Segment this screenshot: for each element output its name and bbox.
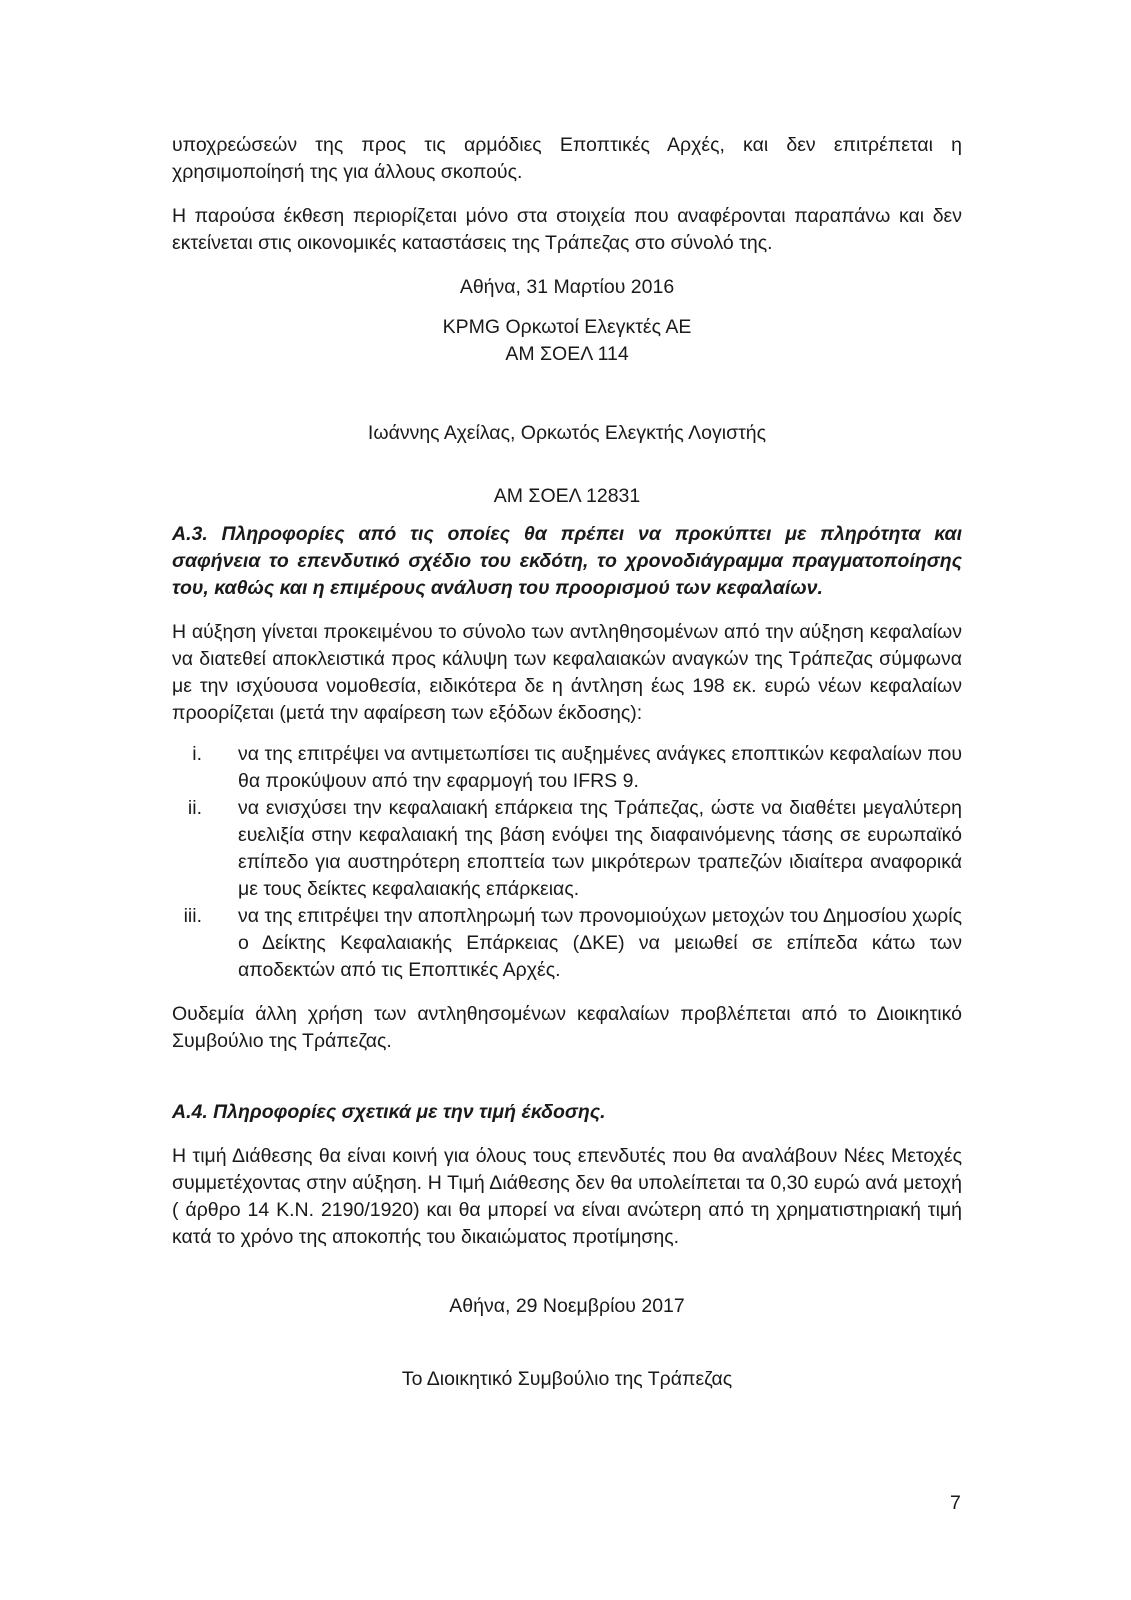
capital-use-list [172,741,962,984]
page-number: 7 [950,1492,961,1514]
auditor-name: Ιωάννης Αχείλας, Ορκωτός Ελεγκτής Λογιστής [367,422,767,444]
paragraph-capital-increase: Η αύξηση γίνεται προκειμένου το σύνολο των αντληθησομένων από την αύξηση κεφαλαίων να διατεθεί αποκλειστικά προς κάλυψη των κεφαλαιακών αναγκών της Τράπεζας σύμφωνα με την ισχύουσα νομοθεσία, ειδικότερα δε η άντληση έως 198 εκ. ευρώ νέων κεφαλαίων προορίζεται (μετά την αφαίρεση των εξόδων έκδοσης): [172,621,962,724]
list-marker: i. [192,743,202,765]
list-marker: iii. [183,905,202,927]
board-signature: Το Διοικητικό Συμβούλιο της Τράπεζας [401,1368,733,1390]
page-content [172,132,962,1393]
list-item [172,741,962,795]
paragraph-report-scope: Η παρούσα έκθεση περιορίζεται μόνο στα στοιχεία που αναφέρονται παραπάνω και δεν εκτείνεται στις οικονομικές καταστάσεις της Τράπεζας στο σύνολό της. [172,205,962,254]
section-heading-a3: Α.3. Πληροφορίες από τις οποίες θα πρέπει να προκύπτει με πληρότητα και σαφήνεια το επενδυτικό σχέδιο του εκδότη, το χρονοδιάγραμμα πραγματοποίησης του, καθώς και η επιμέρους ανάλυση του προορισμού των κεφαλαίων. [172,523,962,599]
list-item-text: να ενισχύσει την κεφαλαιακή επάρκεια της Τράπεζας, ώστε να διαθέτει μεγαλύτερη ευελιξία στην κεφαλαιακή της βάση ενόψει της διαφαινόμενης τάσης σε ευρωπαϊκό επίπεδο για αυστηρότερη εποπτεία των μικρότερων τραπεζών ιδιαίτερα αναφορικά με τους δείκτες κεφαλαιακής επάρκειας. [238,797,962,900]
list-item [172,795,962,903]
list-item [172,903,962,984]
list-marker: ii. [187,797,202,819]
board-date: Αθήνα, 29 Νοεμβρίου 2017 [449,1295,685,1317]
list-item-text: να της επιτρέψει την αποπληρωμή των προνομιούχων μετοχών του Δημοσίου χωρίς ο Δείκτης Κεφαλαιακής Επάρκειας (ΔΚΕ) να μειωθεί σε επίπεδα κάτω των αποδεκτών από τις Εποπτικές Αρχές. [238,905,962,981]
list-item-text: να της επιτρέψει να αντιμετωπίσει τις αυξημένες ανάγκες εποπτικών κεφαλαίων που θα προκύψουν από την εφαρμογή του IFRS 9. [238,743,962,792]
paragraph-no-other-use: Ουδεμία άλλη χρήση των αντληθησομένων κεφαλαίων προβλέπεται από το Διοικητικό Συμβούλιο της Τράπεζας. [172,1003,962,1052]
audit-firm-registration: ΑΜ ΣΟΕΛ 114 [505,343,629,365]
auditor-registration: ΑΜ ΣΟΕΛ 12831 [493,485,641,507]
paragraph-report-usage: υποχρεώσεών της προς τις αρμόδιες Εποπτικές Αρχές, και δεν επιτρέπεται η χρησιμοποίησή της για άλλους σκοπούς. [172,134,962,183]
audit-firm-name: KPMG Ορκωτοί Ελεγκτές ΑΕ [442,316,692,338]
report-date: Αθήνα, 31 Μαρτίου 2016 [459,276,675,298]
section-heading-a4: Α.4. Πληροφορίες σχετικά με την τιμή έκδοσης. [172,1101,606,1123]
paragraph-offer-price: Η τιμή Διάθεσης θα είναι κοινή για όλους τους επενδυτές που θα αναλάβουν Νέες Μετοχές συμμετέχοντας στην αύξηση. Η Τιμή Διάθεσης δεν θα υπολείπεται τα 0,30 ευρώ ανά μετοχή ( άρθρο 14 Κ.Ν. 2190/1920) και θα μπορεί να είναι ανώτερη από τη χρηματιστηριακή τιμή κατά το χρόνο της αποκοπής του δικαιώματος προτίμησης. [172,1145,962,1248]
